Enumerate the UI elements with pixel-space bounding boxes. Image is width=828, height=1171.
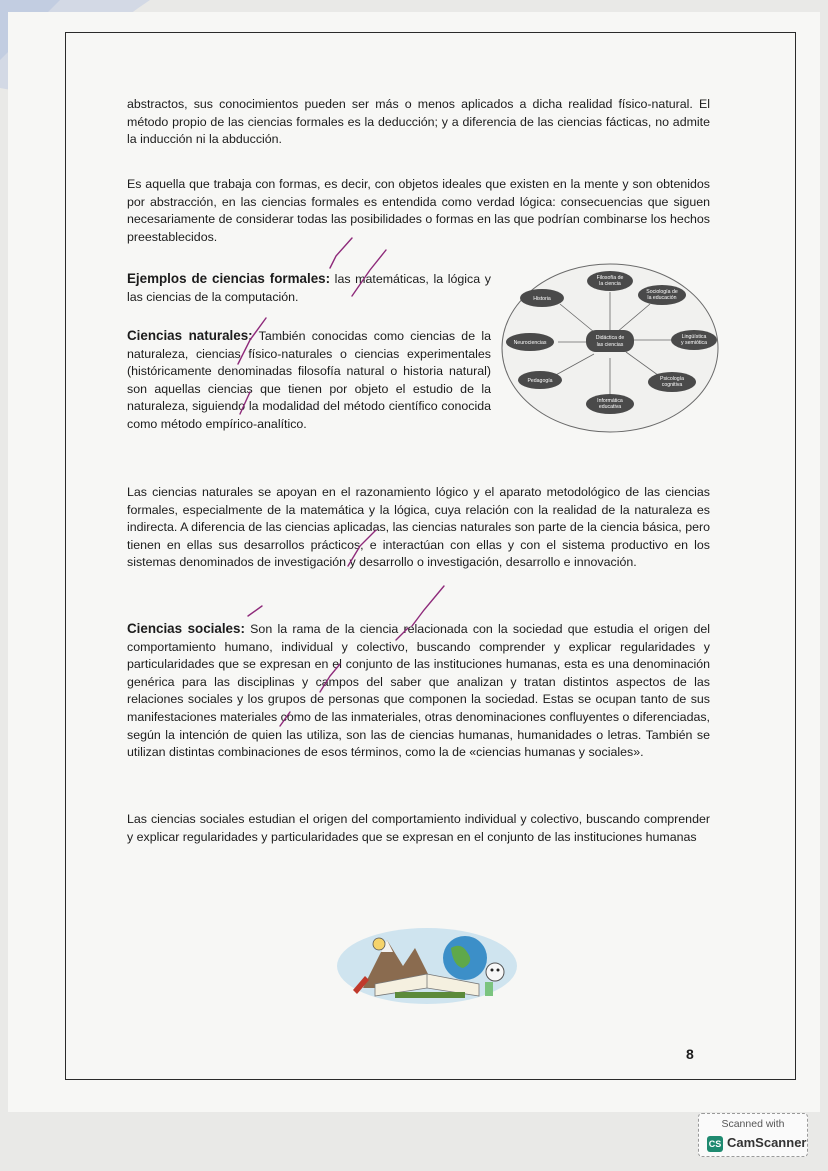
social-sciences-heading: Ciencias sociales:	[127, 621, 245, 636]
diagram-node-pedagogia: Pedagogía	[527, 378, 553, 384]
diagram-center-label-2: las ciencias	[596, 342, 624, 348]
didactics-diagram	[500, 262, 720, 434]
paragraph-natural-sciences	[127, 327, 491, 434]
diagram-node-psicologia-1: Psicología	[660, 376, 684, 382]
paragraph-formal-definition: Es aquella que trabaja con formas, es decir, con objetos ideales que existen en la mente y son obtenidos por abstracción, en las ciencias formales es entendida como verdad lógica: consecuencias que siguen necesariamente de considerar todas las posibilidades o formas en las que podrían combinarse los hechos preestablecidos.	[127, 177, 710, 244]
diagram-node-filosofia-2: la ciencia	[599, 281, 621, 287]
diagram-node-linguistica-2: y semiótica	[681, 340, 707, 346]
page-number: 8	[686, 1046, 694, 1062]
diagram-node-informatica-1: Informática	[597, 398, 623, 404]
social-sciences-body: Son la rama de la ciencia relacionada con la sociedad que estudia el origen del comportamiento humano, individual y colectivo, buscando comprender y explicar regularidades y particularidades que se expresan en el conjunto de las instituciones humanas, esta es una denominación genérica para las disciplinas y campos del saber que analizan y tratan distintos aspectos de las relaciones sociales y los grupos de personas que componen la sociedad. Estas se ocupan tanto de sus manifestaciones materiales como de las inmateriales, otras denominaciones confluyentes o diferenciadas, según la intención de quien las utiliza, son las de ciencias humanas, humanidades o letras. También se utilizan distintas combinaciones de esos términos, como la de «ciencias humanas y sociales».	[127, 622, 710, 760]
diagram-node-linguistica-1: Lingüística	[681, 334, 707, 340]
paragraph-natural-sciences-support: Las ciencias naturales se apoyan en el razonamiento lógico y el aparato metodológico de las ciencias formales, especialmente de la matemática y la lógica, cuya relación con la realidad de la naturaleza es indirecta. A diferencia de las ciencias aplicadas, las ciencias naturales son parte de la ciencia básica, pero tienen en ellas sus desarrollos prácticos, e interactúan con ellas y con el sistema productivo en los sistemas denominados de investigación y desarrollo o investigación, desarrollo e innovación.	[127, 485, 710, 570]
formal-examples-heading: Ejemplos de ciencias formales:	[127, 271, 331, 286]
diagram-center-label-1: Didáctica de	[595, 335, 625, 341]
paragraph-formal-abstract: abstractos, sus conocimientos pueden ser más o menos aplicados a dicha realidad físico-natural. El método propio de las ciencias formales es la deducción; y a diferencia de las ciencias fácticas, no admite la inducción ni la abducción.	[127, 97, 710, 147]
diagram-node-sociologia-1: Sociología de	[646, 289, 678, 295]
science-illustration	[335, 918, 519, 1004]
formal-examples-body: las matemáticas, la lógica y las ciencias de la computación.	[127, 272, 491, 304]
diagram-node-historia: Historia	[533, 296, 551, 302]
diagram-node-sociologia-2: la educación	[647, 295, 677, 301]
scanned-with-text: Scanned with	[721, 1118, 785, 1130]
diagram-center-node	[586, 330, 634, 352]
diagram-node-psicologia-2: cognitiva	[661, 382, 683, 388]
paragraph-social-sciences	[127, 620, 710, 762]
natural-sciences-body: También conocidas como ciencias de la naturaleza, ciencias físico-naturales o ciencias experimentales (históricamente denominadas filosofía natural o historia natural) son aquellas ciencias que tienen por objeto el estudio de la naturaleza, siguiendo la modalidad del método científico conocida como método empírico-analítico.	[127, 329, 491, 431]
natural-sciences-heading: Ciencias naturales:	[127, 328, 253, 343]
diagram-node-neurociencias: Neurociencias	[513, 340, 547, 346]
paragraph-social-sciences-summary: Las ciencias sociales estudian el origen del comportamiento individual y colectivo, buscando comprender y explicar regularidades y particularidades que se expresan en el conjunto de las instituciones humanas	[127, 812, 710, 844]
diagram-node-informatica-2: educativa	[598, 404, 622, 410]
camscanner-watermark	[698, 1113, 808, 1157]
camscanner-logo-icon: CS	[707, 1136, 723, 1152]
diagram-node-filosofia-1: Filosofía de	[596, 275, 624, 281]
camscanner-name: CamScanner	[727, 1135, 807, 1150]
paragraph-formal-examples	[127, 270, 491, 306]
